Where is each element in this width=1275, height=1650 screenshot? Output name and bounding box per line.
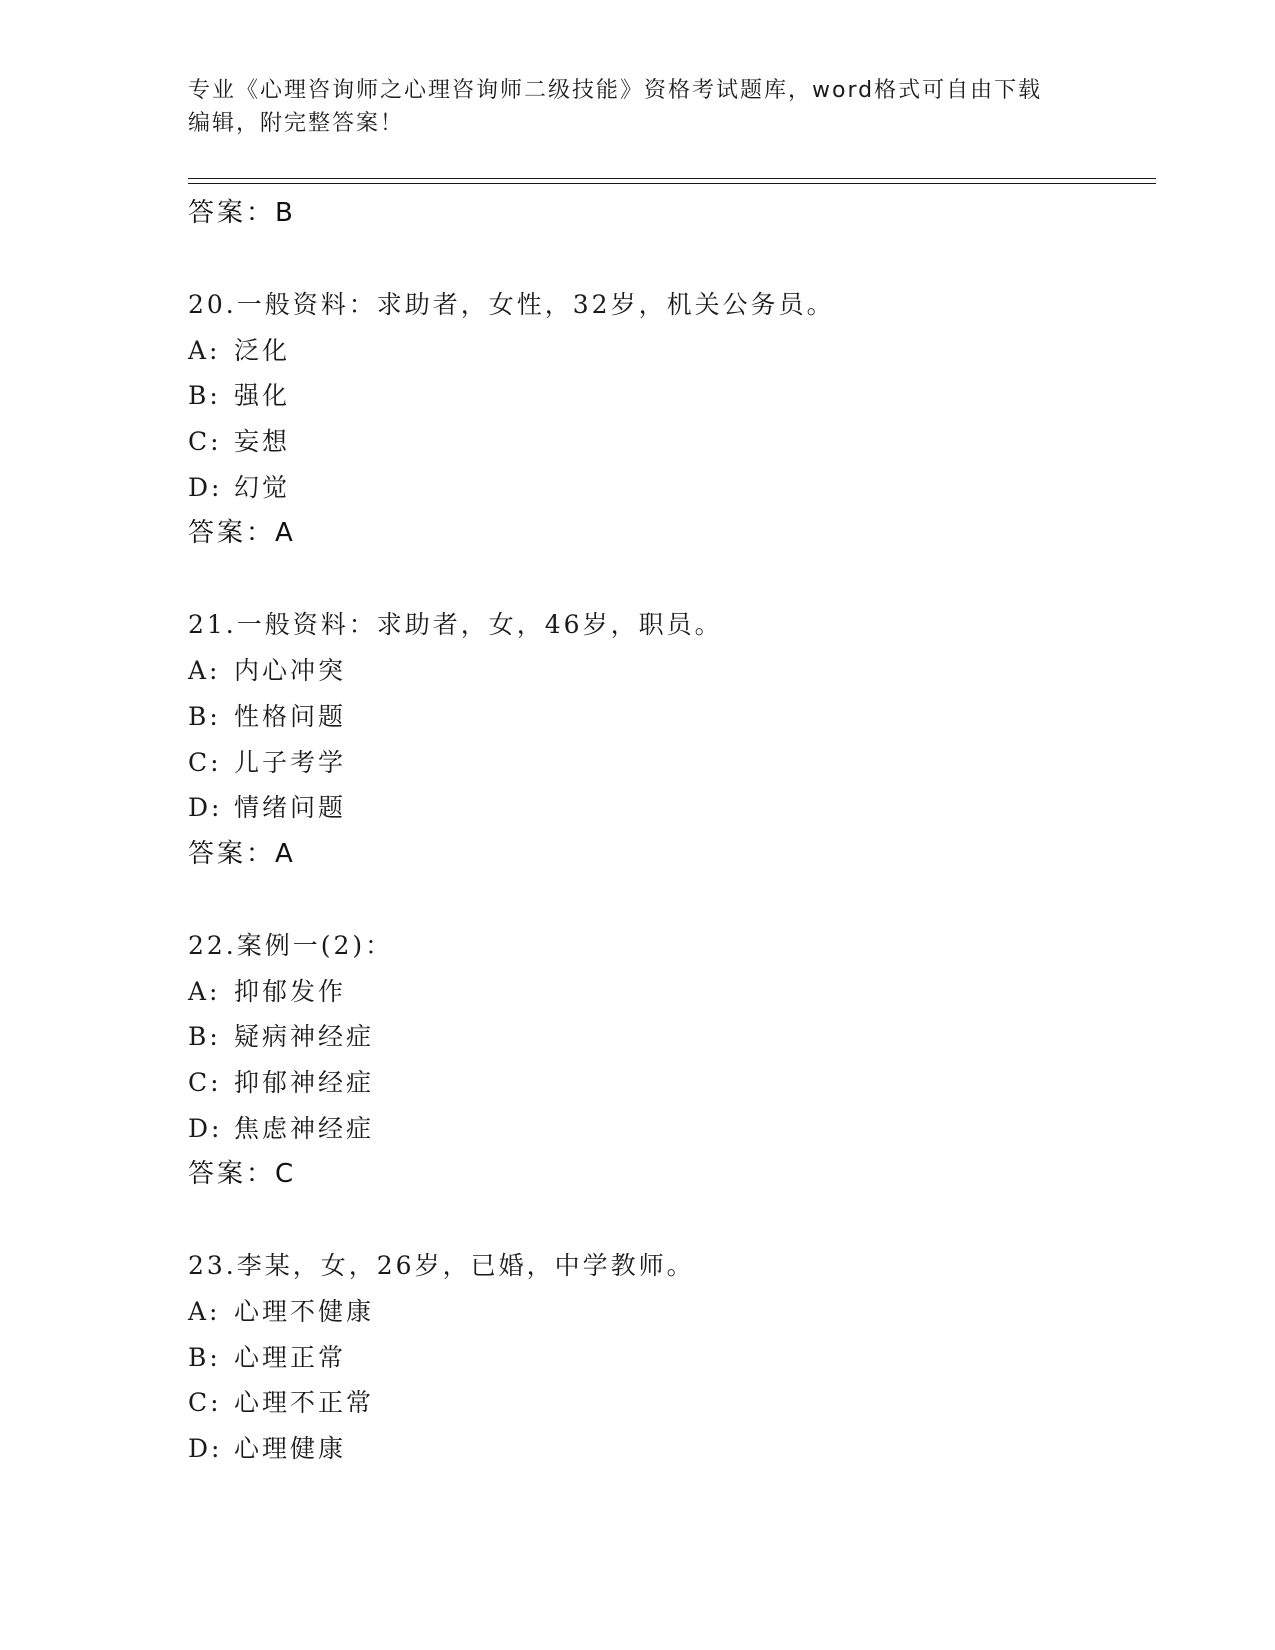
question-block (188, 923, 1148, 1197)
option-text: 心理不正常 (234, 1388, 375, 1418)
option-text: 心理正常 (234, 1342, 347, 1372)
option-b (188, 1014, 1148, 1060)
option-letter: D: (188, 1434, 223, 1464)
option-letter: A: (188, 1297, 221, 1326)
option-letter: A: (188, 976, 221, 1006)
option-letter: D: (188, 793, 223, 823)
answer-value: A (275, 518, 296, 549)
option-letter: B: (188, 701, 221, 731)
answer-value: C (275, 1159, 297, 1190)
header-line-1: 专业《心理咨询师之心理咨询师二级技能》资格考试题库，word格式可自由下载 (188, 78, 1043, 103)
option-c (188, 740, 1148, 786)
option-text: 焦虑神经症 (234, 1113, 375, 1143)
answer-label: 答案： (188, 838, 276, 869)
option-text: 幻觉 (234, 472, 291, 502)
answer-label: 答案： (188, 1159, 276, 1190)
option-letter: C: (188, 1388, 222, 1418)
option-letter: B: (188, 1342, 221, 1372)
question-stem: 22.案例一(2)： (188, 930, 394, 960)
option-text: 抑郁神经症 (234, 1067, 375, 1097)
option-text: 泛化 (234, 335, 291, 365)
answer-line (188, 831, 1148, 877)
option-text: 儿子考学 (234, 747, 347, 777)
header-divider-bottom (188, 183, 1156, 184)
option-text: 情绪问题 (234, 793, 347, 823)
answer-label: 答案： (188, 198, 276, 228)
option-b (188, 373, 1148, 419)
option-b (188, 1335, 1148, 1381)
option-letter: D: (188, 1113, 223, 1143)
question-stem: 20.一般资料：求助者，女性，32岁，机关公务员。 (188, 290, 835, 319)
option-a (188, 969, 1148, 1015)
document-header (188, 74, 1088, 140)
option-text: 心理健康 (234, 1434, 347, 1464)
option-letter: A: (188, 656, 221, 686)
option-letter: C: (188, 1067, 222, 1097)
option-c (188, 1060, 1148, 1106)
option-a (188, 1289, 1148, 1335)
option-text: 心理不健康 (234, 1297, 375, 1326)
option-d (188, 785, 1148, 831)
option-text: 妄想 (234, 427, 291, 457)
option-text: 内心冲突 (234, 656, 347, 686)
option-c (188, 419, 1148, 465)
option-text: 抑郁发作 (234, 976, 347, 1006)
answer-line (188, 190, 1148, 236)
option-d (188, 1106, 1148, 1152)
option-text: 强化 (234, 381, 291, 411)
header-divider-top (188, 178, 1156, 179)
option-letter: A: (188, 335, 221, 365)
option-letter: D: (188, 472, 223, 502)
question-list (188, 190, 1148, 1472)
option-text: 性格问题 (234, 701, 347, 731)
header-line-2: 编辑，附完整答案！ (188, 111, 405, 136)
option-c (188, 1380, 1148, 1426)
option-letter: C: (188, 427, 222, 457)
question-stem: 21.一般资料：求助者，女，46岁，职员。 (188, 610, 723, 640)
option-letter: C: (188, 747, 222, 777)
option-letter: B: (188, 1022, 221, 1052)
option-text: 疑病神经症 (234, 1022, 375, 1052)
question-block (188, 282, 1148, 556)
question-block (188, 1243, 1148, 1471)
option-d (188, 1426, 1148, 1472)
answer-line (188, 510, 1148, 556)
option-letter: B: (188, 381, 221, 411)
option-b (188, 694, 1148, 740)
question-stem: 23.李某，女，26岁，已婚，中学教师。 (188, 1251, 695, 1281)
answer-label: 答案： (188, 518, 276, 549)
question-block (188, 602, 1148, 876)
answer-line (188, 1151, 1148, 1197)
answer-value: A (275, 838, 296, 869)
answer-value: B (275, 198, 296, 228)
option-a (188, 328, 1148, 374)
option-d (188, 465, 1148, 511)
option-a (188, 648, 1148, 694)
